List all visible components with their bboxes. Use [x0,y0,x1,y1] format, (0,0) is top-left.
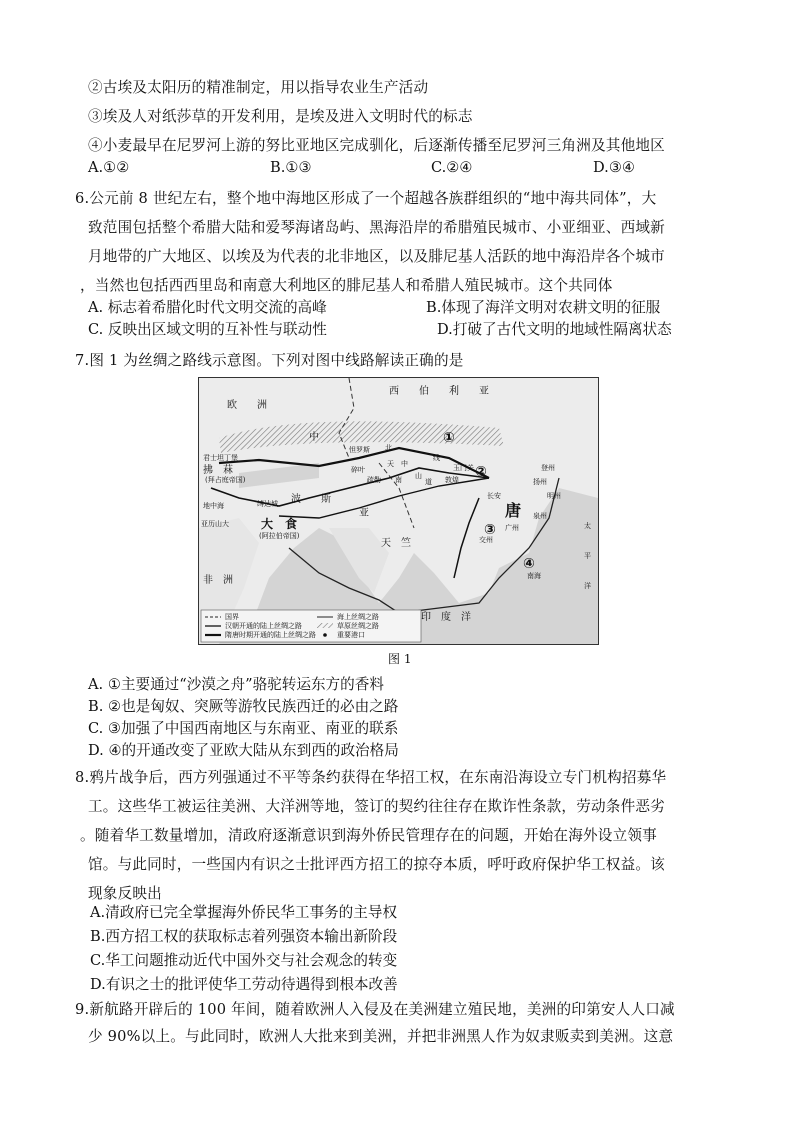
q6-stem-line-4: ，当然也包括西西里岛和南意大利地区的腓尼基人和希腊人殖民城市。这个共同体 [80,277,613,294]
q9-stem-line-2: 少 90%以上。与此同时，欧洲人大批来到美洲，并把非洲黑人作为奴隶贩卖到美洲。这意 [88,1028,674,1045]
route-number-1: ① [443,430,455,446]
q5-option-c: C.②④ [431,159,473,176]
q7-option-a: A. ①主要通过“沙漠之舟”骆驼转运东方的香料 [88,676,384,693]
q5-item-4: ④小麦最早在尼罗河上游的努比亚地区完成驯化，后逐渐传播至尼罗河三角洲及其他地区 [88,137,665,154]
q5-option-d: D.③④ [593,159,635,176]
label-ocean-tai: 太 [584,522,591,530]
q6-stem-line-2: 致范围包括整个希腊大陆和爱琴海诸岛屿、黑海沿岸的希腊殖民城市、小亚细亚、西域新 [88,219,665,236]
q7-option-c: C. ③加强了中国西南地区与东南亚、南亚的联系 [88,720,399,737]
label-south-sea: 南海 [527,572,541,580]
label-suiye: 碎叶 [351,466,365,474]
q7-option-b: B. ②也是匈奴、突厥等游牧民族西迁的必由之路 [88,698,399,715]
legend-han-route: 汉朝开通的陆上丝绸之路 [225,622,302,630]
label-shule: 疏勒 [367,476,381,484]
figure-caption: 图 1 [388,652,412,666]
q6-option-a: A. 标志着希腊化时代文明交流的高峰 [88,299,327,316]
label-central-asia: 中 [309,432,319,443]
q8-stem-line-1: 8.鸦片战争后，西方列强通过不平等条约获得在华招工权，在东南沿海设立专门机构招募华 [75,769,667,786]
q8-stem-line-4: 馆。与此同时，一些国内有识之士批评西方招工的掠夺本质，呼吁政府保护华工权益。该 [88,856,665,873]
legend-grassland: 草原丝绸之路 [337,622,379,630]
label-quanzhou: 泉州 [533,512,547,520]
label-jiaozhou: 交州 [479,536,493,544]
label-ya: 亚 [359,508,369,519]
q8-stem-line-2: 工。这些华工被运往美洲、大洋洲等地，签订的契约往往存在欺诈性条款，劳动条件恶劣 [88,798,665,815]
route-number-2: ② [475,464,487,480]
label-ocean-yang: 洋 [584,582,591,590]
label-fulin: 拂 菻 [203,465,233,476]
legend-port: 重要港口 [337,631,365,639]
q5-option-b: B.①③ [270,159,312,176]
route-number-4: ④ [523,556,535,572]
q9-stem-line-1: 9.新航路开辟后的 100 年间，随着欧洲人入侵及在美洲建立殖民地，美洲的印第安人人口减 [75,1001,675,1018]
q8-option-d: D.有识之士的批评使华工劳动待遇得到根本改善 [90,976,398,993]
q5-item-2: ②古埃及太阳历的精准制定，用以指导农业生产活动 [88,79,429,96]
label-constantinople: 君士坦丁堡 [203,454,238,462]
label-bosi: 波 斯 [291,494,331,505]
label-europe: 欧 洲 [227,400,267,411]
label-dunhuang: 敦煌 [445,476,459,484]
q5-item-3: ③埃及人对纸莎草的开发利用，是埃及进入文明时代的标志 [88,108,473,125]
q8-option-b: B.西方招工权的获取标志着列强资本输出新阶段 [90,928,398,945]
label-indian-ocean: 印 度 洋 [421,612,471,623]
label-mediterranean: 地中海 [203,502,224,510]
label-line: 线 [433,454,440,462]
label-feizhou: 非 洲 [203,575,233,586]
q8-option-c: C.华工问题推动近代中国外交与社会观念的转变 [90,952,398,969]
label-south: 南 [395,476,402,484]
label-ocean-ping: 平 [584,552,591,560]
label-tianshan-mid: 天 中 [387,460,408,468]
q6-option-c: C. 反映出区域文明的互补性与联动性 [88,321,327,338]
q6-stem-line-1: 6.公元前 8 世纪左右，整个地中海地区形成了一个超越各族群组织的“地中海共同体”，大 [75,190,657,207]
label-north: 北 [385,444,392,452]
label-dashi-sub: (阿拉伯帝国) [259,532,300,540]
q6-option-d: D.打破了古代文明的地域性隔离状态 [437,321,672,338]
route-number-3: ③ [484,522,496,538]
silk-road-map-svg [199,378,598,644]
label-dashi: 大 食 [261,517,298,531]
q8-stem-line-3: 。随着华工数量增加，清政府逐渐意识到海外侨民管理存在的问题，开始在海外设立领事 [80,827,657,844]
label-siberia: 西 伯 利 亚 [389,386,489,397]
label-hengluosi: 怛罗斯 [349,446,370,454]
q6-stem-line-3: 月地带的广大地区、以埃及为代表的北非地区，以及腓尼基人活跃的地中海沿岸各个城市 [88,248,665,265]
q7-option-d: D. ④的开通改变了亚欧大陆从东到西的政治格局 [88,742,399,759]
label-dengzhou: 登州 [541,464,555,472]
label-tianzhu: 天 竺 [381,538,411,549]
label-yumenguan: 玉门关 [453,464,474,472]
legend-sea-route: 海上丝绸之路 [337,613,379,621]
label-baghdad: 缚达城 [257,500,278,508]
label-guangzhou: 广州 [505,524,519,532]
q5-option-a: A.①② [88,159,130,176]
label-shan: 山 [415,472,422,480]
silk-road-map [198,377,599,645]
legend-border: 国界 [225,613,239,621]
label-yangzhou: 扬州 [533,478,547,486]
q6-option-b: B.体现了海洋文明对农耕文明的征服 [426,299,661,316]
legend-suitang-route: 隋唐时期开通的陆上丝绸之路 [225,631,316,639]
label-mingzhou: 明州 [547,492,561,500]
q7-stem: 7.图 1 为丝绸之路线示意图。下列对图中线路解读正确的是 [75,352,464,369]
label-tang: 唐 [505,501,522,520]
q8-stem-line-5: 现象反映出 [88,885,162,902]
label-changan: 长安 [487,492,501,500]
q8-option-a: A.清政府已完全掌握海外侨民华工事务的主导权 [90,904,398,921]
label-fulin-sub: (拜占庭帝国) [205,476,246,484]
label-alexandria: 亚历山大 [201,520,229,528]
label-dao: 道 [425,478,432,486]
